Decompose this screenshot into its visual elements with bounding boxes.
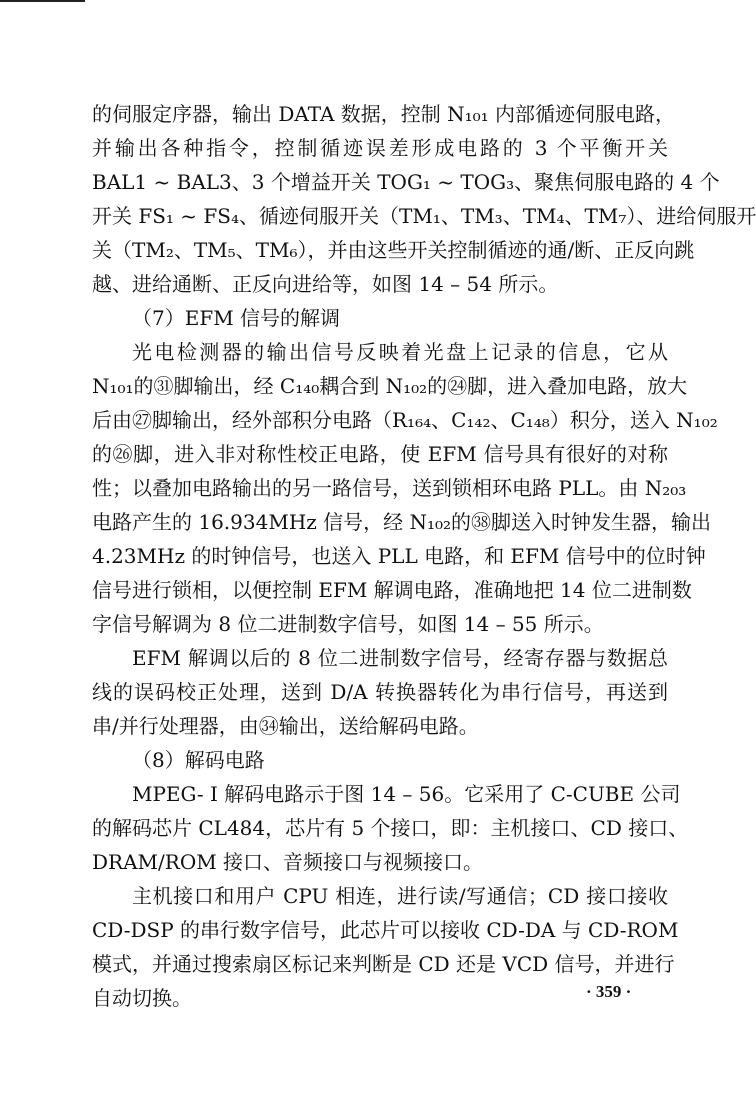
- text-line: DRAM/ROM 接口、音频接口与视频接口。: [92, 850, 484, 874]
- text-line: 关（TM₂、TM₅、TM₆），并由这些开关控制循迹的通/断、正反向跳: [92, 238, 695, 262]
- text-line: 线的误码校正处理，送到 D/A 转换器转化为串行信号，再送到: [92, 680, 668, 704]
- text-line: MPEG- Ⅰ 解码电路示于图 14 – 56。它采用了 C-CUBE 公司: [132, 782, 681, 806]
- section-heading: （8）解码电路: [132, 748, 265, 772]
- text-line: 越、进给通断、正反向进给等，如图 14 – 54 所示。: [92, 272, 559, 296]
- text-line: 的解码芯片 CL484，芯片有 5 个接口，即：主机接口、CD 接口、: [92, 816, 689, 840]
- text-line: 开关 FS₁ ~ FS₄、循迹伺服开关（TM₁、TM₃、TM₄、TM₇）、进给伺服开: [92, 204, 756, 228]
- text-line: 串/并行处理器，由㉞输出，送给解码电路。: [92, 714, 479, 738]
- text-line: 信号进行锁相，以便控制 EFM 解调电路，准确地把 14 位二进制数: [92, 578, 692, 602]
- text-line: 性；以叠加电路输出的另一路信号，送到锁相环电路 PLL。由 N₂₀₃: [92, 476, 687, 500]
- text-line: 主机接口和用户 CPU 相连，进行读/写通信；CD 接口接收: [132, 884, 668, 908]
- text-line: BAL1 ~ BAL3、3 个增益开关 TOG₁ ~ TOG₃、聚焦伺服电路的 4 个: [92, 170, 720, 194]
- text-line: 光电检测器的输出信号反映着光盘上记录的信息，它从: [132, 340, 668, 364]
- section-heading: （7）EFM 信号的解调: [132, 306, 341, 330]
- text-line: 模式，并通过搜索扇区标记来判断是 CD 还是 VCD 信号，并进行: [92, 952, 675, 976]
- text-line: 的伺服定序器，输出 DATA 数据，控制 N₁₀₁ 内部循迹伺服电路，: [92, 102, 676, 126]
- text-line: CD-DSP 的串行数字信号，此芯片可以接收 CD-DA 与 CD-ROM: [92, 918, 679, 942]
- text-line: 4.23MHz 的时钟信号，也送入 PLL 电路，和 EFM 信号中的位时钟: [92, 544, 706, 568]
- text-line: 后由㉗脚输出，经外部积分电路（R₁₆₄、C₁₄₂、C₁₄₈）积分，送入 N₁₀₂: [92, 408, 718, 432]
- page-number: · 359 ·: [586, 982, 632, 1001]
- text-line: EFM 解调以后的 8 位二进制数字信号，经寄存器与数据总: [132, 646, 668, 670]
- text-line: 自动切换。: [92, 986, 192, 1010]
- text-line: N₁₀₁的㉛脚输出，经 C₁₄₀耦合到 N₁₀₂的㉔脚，进入叠加电路，放大: [92, 374, 688, 398]
- text-line: 并输出各种指令，控制循迹误差形成电路的 3 个平衡开关: [92, 136, 668, 160]
- text-line: 字信号解调为 8 位二进制数字信号，如图 14 – 55 所示。: [92, 612, 604, 636]
- text-line: 电路产生的 16.934MHz 信号，经 N₁₀₂的㊳脚送入时钟发生器，输出: [92, 510, 712, 534]
- top-rule: [0, 0, 85, 2]
- text-line: 的㉖脚，进入非对称性校正电路，使 EFM 信号具有很好的对称: [92, 442, 668, 466]
